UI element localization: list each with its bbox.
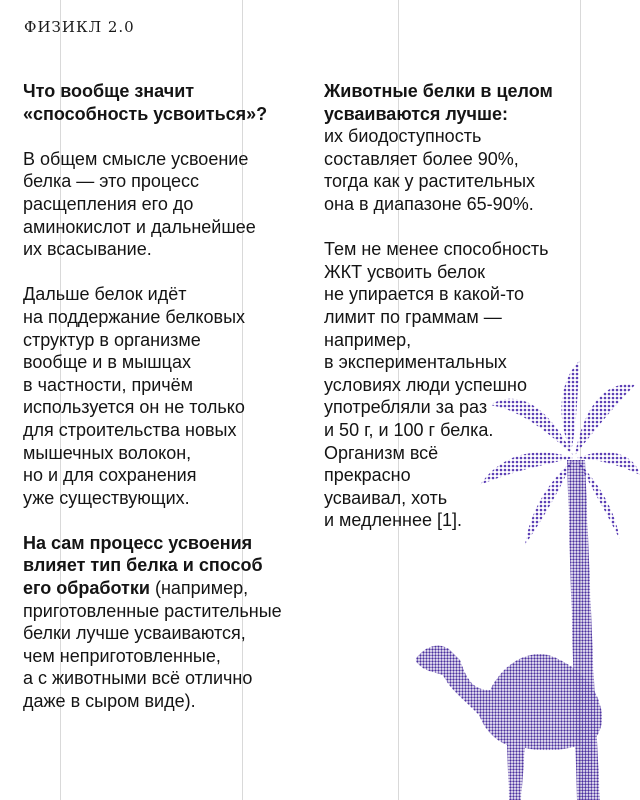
- text-line: мышечных волокон,: [23, 442, 192, 463]
- text-line: усваивал, хоть: [324, 487, 448, 508]
- text-line: не упирается в какой-то: [324, 284, 525, 305]
- text-line: составляет более 90%,: [324, 148, 519, 169]
- text-line: она в диапазоне 65-90%.: [324, 193, 534, 214]
- text-line: их всасывание.: [23, 239, 152, 260]
- text-line: влияет тип белка и способ: [23, 555, 263, 576]
- text-line: тогда как у растительных: [324, 171, 536, 192]
- text-line: используется он не только: [23, 397, 245, 418]
- text-line: прекрасно: [324, 465, 411, 486]
- text-line: структур в организме: [23, 329, 201, 350]
- right-paragraph-2: [324, 238, 624, 532]
- brand-logo: ФИЗИКЛ 2.0: [24, 18, 135, 36]
- left-heading-line: «способность усвоиться»?: [23, 103, 268, 124]
- text-line: На сам процесс усвоения: [23, 532, 253, 553]
- text-line: даже в сыром виде).: [23, 691, 196, 712]
- left-paragraph-2: [23, 283, 323, 509]
- text-line: Тем не менее способность: [324, 239, 549, 260]
- text-line: чем неприготовленные,: [23, 645, 221, 666]
- text-line: [23, 577, 323, 600]
- text-line: в экспериментальных: [324, 352, 507, 373]
- left-column: [23, 80, 323, 735]
- text-line: Дальше белок идёт: [23, 284, 187, 305]
- text-line: Организм всё: [324, 442, 439, 463]
- bold-fragment: его обработки: [23, 578, 150, 599]
- right-heading-line: Животные белки в целом: [324, 81, 553, 101]
- right-column: [324, 80, 624, 554]
- left-paragraph-1: [23, 148, 323, 261]
- text-line: их биодоступность: [324, 126, 482, 147]
- text-line: например,: [324, 329, 412, 350]
- text-line: и 50 г, и 100 г белка.: [324, 419, 494, 440]
- camel-figure: [415, 646, 602, 800]
- right-heading-line: усваиваются лучше:: [324, 103, 508, 124]
- text-line: в частности, причём: [23, 374, 194, 395]
- text-line: аминокислот и дальнейшее: [23, 216, 256, 237]
- text-line: употребляли за раз: [324, 397, 488, 418]
- right-paragraph-1: [324, 80, 624, 216]
- text-line: вообще и в мышцах: [23, 352, 192, 373]
- text-line: уже существующих.: [23, 487, 190, 508]
- text-line: на поддержание белковых: [23, 306, 246, 327]
- text-line: лимит по граммам —: [324, 306, 502, 327]
- left-heading-line: Что вообще значит: [23, 81, 195, 101]
- text-line: и медленнее [1].: [324, 510, 462, 531]
- text-line: условиях люди успешно: [324, 374, 527, 395]
- text-line: белки лучше усваиваются,: [23, 623, 246, 644]
- text-line: приготовленные растительные: [23, 600, 282, 621]
- text-line: но и для сохранения: [23, 465, 197, 486]
- text-line: а с животными всё отлично: [23, 668, 253, 689]
- text-line: ЖКТ усвоить белок: [324, 261, 486, 282]
- text-line: В общем смысле усвоение: [23, 148, 249, 169]
- text-line: белка — это процесс: [23, 171, 200, 192]
- left-paragraph-3: [23, 532, 323, 713]
- text-line: расщепления его до: [23, 193, 194, 214]
- left-heading: [23, 80, 323, 125]
- text-fragment: (например,: [149, 578, 249, 599]
- text-line: для строительства новых: [23, 419, 237, 440]
